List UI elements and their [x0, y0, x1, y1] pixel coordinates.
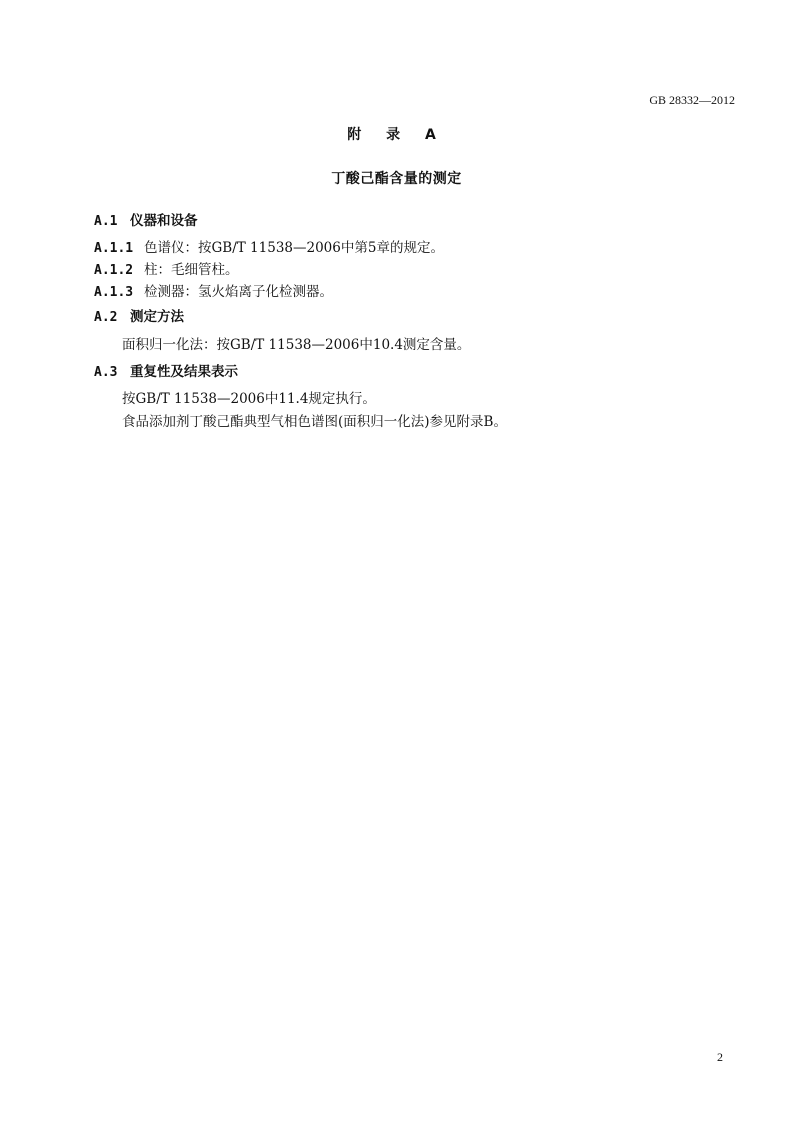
section-a3-paragraph: 食品添加剂丁酸己酯典型气相色谱图(面积归一化法)参见附录B。 [122, 414, 507, 430]
section-a1-heading [94, 209, 198, 229]
section-a2-heading [94, 305, 184, 325]
section-number: A.3 [94, 365, 118, 380]
clause-number: A.1.2 [94, 263, 134, 278]
clause-a1-2 [94, 258, 239, 278]
clause-a1-3 [94, 280, 333, 300]
section-a3-heading [94, 360, 238, 380]
section-title: 重复性及结果表示 [130, 364, 238, 380]
section-number: A.1 [94, 214, 118, 229]
clause-text: 柱：毛细管柱。 [144, 262, 239, 278]
section-a2-body: 面积归一化法：按GB/T 11538—2006中10.4测定含量。 [122, 337, 471, 353]
annex-title: 附 录 A [347, 127, 446, 143]
page-number: 2 [717, 1050, 723, 1064]
clause-number: A.1.3 [94, 285, 134, 300]
section-title: 测定方法 [130, 309, 184, 325]
clause-number: A.1.1 [94, 241, 134, 256]
section-title: 仪器和设备 [130, 213, 198, 229]
clause-text: 色谱仪：按GB/T 11538—2006中第5章的规定。 [144, 240, 444, 256]
clause-a1-1 [94, 236, 444, 256]
section-a3-paragraph: 按GB/T 11538—2006中11.4规定执行。 [122, 391, 376, 407]
annex-subtitle: 丁酸己酯含量的测定 [331, 171, 462, 187]
clause-text: 检测器：氢火焰离子化检测器。 [144, 284, 333, 300]
section-number: A.2 [94, 310, 118, 325]
standard-code: GB 28332—2012 [649, 93, 735, 107]
